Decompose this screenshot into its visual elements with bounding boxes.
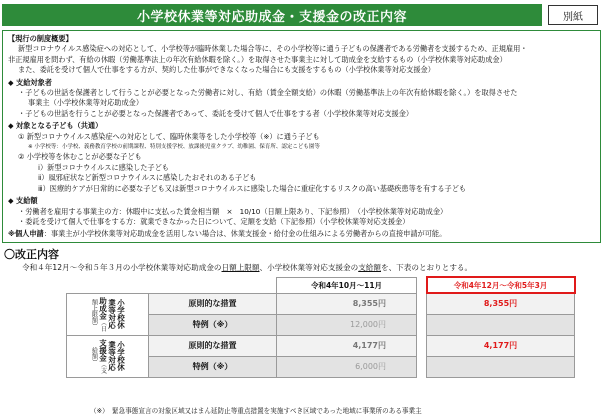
amount-item: ・労働者を雇用する事業主の方：休暇中に支払った賃金相当額 × 10/10（日額上限あり、下記参照） （小学校休業等対応助成金） <box>18 206 448 216</box>
revision-table <box>66 276 576 378</box>
table-header-row <box>67 277 575 293</box>
attachment-badge: 別紙 <box>548 5 598 25</box>
amount-item: ・委託を受けて個人で仕事をする方：就業できなかった日について、定額を支給（下記参照）（小学校休業等対応支援金） <box>18 216 410 226</box>
personal-application-text: ：事業主が小学校休業等対応助成金を活用しない場合は、休業支援金・給付金の仕組みによる労働者からの直接申請が可能。 <box>43 229 447 239</box>
new-value <box>427 356 575 377</box>
group-name: 小学校休業等対応助成金 <box>98 296 126 329</box>
page-title-text: 小学校休業等対応助成金・支援金の改正内容 <box>136 9 407 25</box>
col-header-new: 令和4年12月～令和5年3月 <box>427 277 575 293</box>
revision-lead <box>22 262 472 273</box>
col-header-old: 令和4年10月～11月 <box>277 277 417 293</box>
revision-heading: 〇改正内容 <box>4 248 59 261</box>
children-item-2: ② 小学校等を休むことが必要な子ども <box>18 152 142 162</box>
old-value: 8,355円 <box>277 293 417 314</box>
children-note: ※ 小学校等：小学校、義務教育学校の前期課程、特別支援学校、放課後児童クラブ、幼稚園、保育所、認定こども園等 <box>28 144 320 151</box>
group-label-support <box>67 335 149 377</box>
table-row <box>67 335 575 356</box>
current-system-overview <box>2 30 601 243</box>
subjects-item: 事業主（小学校休業等対応助成金） <box>28 98 144 108</box>
new-value: 8,355円 <box>427 293 575 314</box>
old-value: 12,000円 <box>277 314 417 335</box>
old-value: 4,177円 <box>277 335 417 356</box>
old-value: 6,000円 <box>277 356 417 377</box>
overview-intro-line: また、委託を受けて個人で仕事をする方が、契約した仕事ができなくなった場合にも支援をするもの（小学校休業等対応支援金） <box>18 65 435 75</box>
children-item-1: ① 新型コロナウイルス感染症への対応として、臨時休業等をした小学校等（※）に通う子ども <box>18 131 320 141</box>
overview-heading: 【現行の制度概要】 <box>8 34 73 43</box>
new-value: 4,177円 <box>427 335 575 356</box>
group-label-subsidy <box>67 293 149 335</box>
personal-application-label: ※個人申請 <box>8 229 44 239</box>
footnote: （※） 緊急事態宣言の対象区域又はまん延防止等重点措置を実施すべき区域であった地域に事業所のある事業主 <box>90 407 422 415</box>
row-label: 特例（※） <box>149 356 277 377</box>
children-subitem: ⅰ）新型コロナウイルスに感染した子ども <box>38 162 169 172</box>
revision-lead-text: を、下表のとおりとする。 <box>380 263 473 272</box>
new-value <box>427 314 575 335</box>
revision-lead-underline: 日額上限額 <box>221 263 260 272</box>
revision-lead-text: 令和４年12月～令和５年３月の小学校休業等対応助成金の <box>22 263 222 272</box>
revision-lead-underline: 支給額 <box>358 263 381 272</box>
overview-intro-line: 新型コロナウイルス感染症への対応として、小学校等が臨時休業した場合等に、その小学校等に通う子どもの保護者である労働者を支援するため、正規雇用・ <box>18 44 528 54</box>
personal-application <box>8 229 595 239</box>
revision-lead-text: 、小学校休業等対応支援金の <box>259 263 359 272</box>
amount-heading: ◆ 支給額 <box>8 196 38 206</box>
row-label: 原則的な措置 <box>149 335 277 356</box>
children-heading: ◆ 対象となる子ども（共通） <box>8 121 103 131</box>
subjects-item: ・子どもの世話を保護者として行うことが必要となった労働者に対し、有給（賃金全額支給）の休暇（労働基準法上の年次有給休暇を除く。）を取得させた <box>18 88 518 98</box>
group-sub: （日額上限額） <box>90 299 107 332</box>
overview-intro-line: 非正規雇用を問わず、有給の休暇（労働基準法上の年次有給休暇を除く。）を取得させた事業主に対して助成金を支給するもの（小学校休業等対応助成金） <box>8 54 507 64</box>
group-name: 小学校休業等対応支援金 <box>98 338 126 371</box>
subjects-item: ・子どもの世話を行うことが必要となった保護者であって、委託を受けて個人で仕事をする者（小学校休業等対応支援金） <box>18 108 414 118</box>
group-sub: （支給額） <box>90 347 107 374</box>
page-title <box>2 4 542 26</box>
row-label: 特例（※） <box>149 314 277 335</box>
subjects-heading: ◆ 支給対象者 <box>8 77 52 87</box>
children-subitem: ⅲ）医療的ケアが日常的に必要な子ども又は新型コロナウイルスに感染した場合に重症化するリスクの高い基礎疾患等を有する子ども <box>38 183 467 193</box>
children-subitem: ⅱ）風邪症状など新型コロナウイルスに感染したおそれのある子ども <box>38 173 257 183</box>
table-row <box>67 293 575 314</box>
row-label: 原則的な措置 <box>149 293 277 314</box>
